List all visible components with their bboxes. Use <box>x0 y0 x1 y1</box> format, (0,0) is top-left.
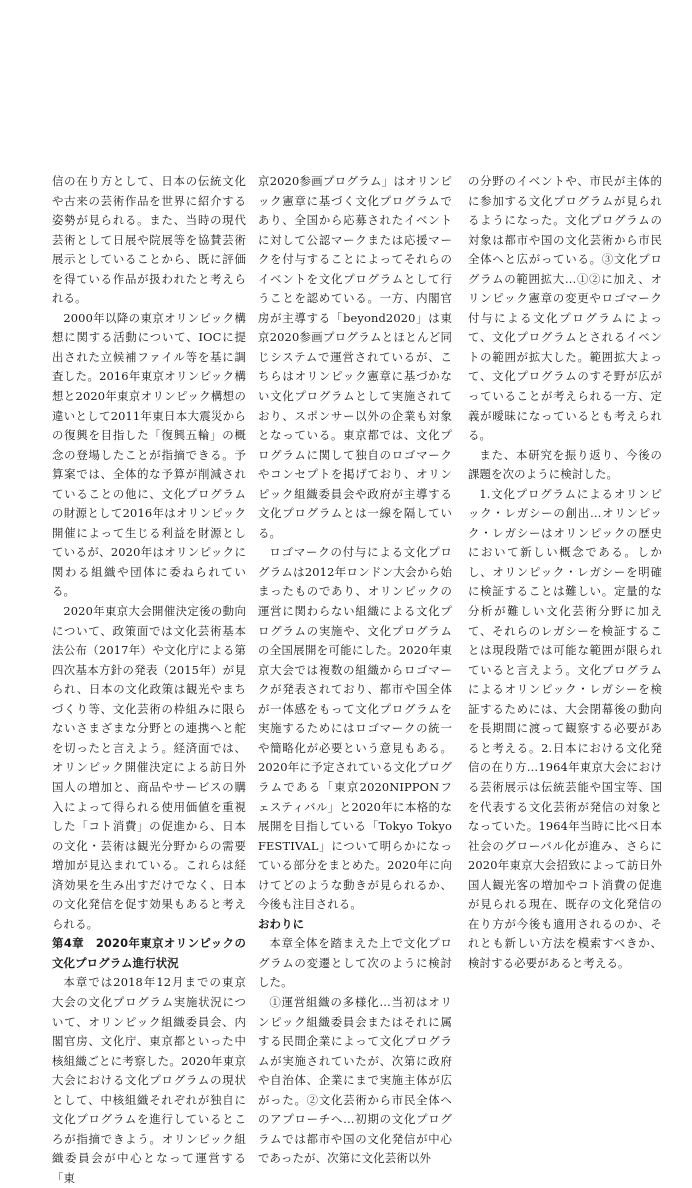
paragraph: また、本研究を振り返り、今後の課題を次のように検討した。 <box>468 447 662 482</box>
chapter-heading: 第4章 2020年東京オリンピックの文化プログラム進行状況 <box>52 936 246 970</box>
paragraph: の分野のイベントや、市民が主体的に参加する文化プログラムが見られるようになった。文化プログラムの対象は都市や国の文化芸術から市民全体へと広がっている。③文化プログラムの範囲拡大…①②に加え、オリンピック憲章の変更やロゴマーク付与による文化プログラムによって、文化プログラムとされるイベントの範囲が拡大した。範囲拡大よって、文化プログラムのすそ野が広がっていることが考えられる一方、定義が曖昧になっているとも考えられる。 <box>468 174 662 443</box>
paragraph: 本章では2018年12月までの東京大会の文化プログラム実施状況について、オリンピック組織委員会、内閣官房、文化庁、東京都といった中核組織ごとに考察した。2020年東京大会における文化プログラムの現状として、中核組織それぞれが独自に文化プログラムを進行しているところが指摘できよう。オリンピック組織委員会が中心となって運営する「東 <box>52 975 246 1185</box>
text-column-middle <box>258 172 452 1169</box>
paragraph: 1.文化プログラムによるオリンピック・レガシーの創出…オリンピック・レガシーはオリンピックの歴史において新しい概念である。しかし、オリンピック・レガシーを明確に検証することは難しい。定量的な分析が難しい文化芸術分野に加えて、それらのレガシーを検証することは現段階では可能な範囲が限られていると言えよう。文化プログラムによるオリンピック・レガシーを検証するためには、大会閉幕後の動向を長期間に渡って観察する必要があると考える。2.日本における文化発信の在り方…1964年東京大会における芸術展示は伝統芸能や国宝等、国を代表する文化芸術が発信の対象となっていた。1964年当時に比べ日本社会のグローバル化が進み、さらに2020年東京大会招致によって訪日外国人観光客の増加やコト消費の促進が見られる現在、既存の文化発信の在り方が今後も適用されるのか、それとも新しい方法を模索すべきか、検討する必要があると考える。 <box>468 486 662 970</box>
text-column-right <box>468 172 662 973</box>
paragraph: 2000年以降の東京オリンピック構想に関する活動について、IOCに提出された立候補ファイル等を基に調査した。2016年東京オリンピック構想と2020年東京オリンピック構想の違いとして2011年東日本大震災からの復興を目指した「復興五輪」の概念の登場したことが指摘できる。予算案では、全体的な予算が削減されていることの他に、文化プログラムの財源として2016年はオリンピック開催によって生じる利益を財源としているが、2020年はオリンピックに関わる組織や団体に委ねられている。 <box>52 310 246 599</box>
paragraph: 2020年東京大会開催決定後の動向について、政策面では文化芸術基本法公布（2017年）や文化庁による第四次基本方針の発表（2015年）が見られ、日本の文化政策は観光やまちづくり等、文化芸術の枠組みに限らないさまざまな分野との連携へと舵を切ったと言えよう。経済面では、オリンピック開催決定による訪日外国人の増加と、商品やサービスの購入によって得られる使用価値を重視した「コト消費」の促進から、日本の文化・芸術は観光分野からの需要増加が見込まれている。これらは経済効果を生み出すだけでなく、日本の文化発信を促す効果もあると考えられる。 <box>52 604 246 931</box>
paragraph: ①運営組織の多様化…当初はオリンピック組織委員会またはそれに属する民間企業によって文化プログラムが実施されていたが、次第に政府や自治体、企業にまで実施主体が広がった。②文化芸術から市民全体へのアプローチへ…初期の文化プログラムでは都市や国の文化発信が中心であったが、次第に文化芸術以外 <box>258 994 452 1166</box>
section-heading: おわりに <box>258 916 305 931</box>
paragraph: 京2020参画プログラム」はオリンピック憲章に基づく文化プログラムであり、全国から応募されたイベントに対して公認マークまたは応援マークを付与することによってそれらのイベントを文化プログラムとして行うことを認めている。一方、内閣官房が主導する「beyond2020」は東京2020参画プログラムとほとんど同じシステムで運営されているが、こちらはオリンピック憲章に基づかない文化プログラムとして実施されており、スポンサー以外の企業も対象となっている。東京都では、文化プログラムに関して独自のロゴマークやコンセプトを掲げており、オリンピック組織委員会や政府が主導する文化プログラムとは一線を隔している。 <box>258 174 452 540</box>
text-column-left <box>52 172 246 1188</box>
paragraph: 本章全体を踏まえた上で文化プログラムの変遷として次のように検討した。 <box>258 936 452 990</box>
paragraph: ロゴマークの付与による文化プログラムは2012年ロンドン大会から始まったものであり、オリンピックの運営に関わらない組織による文化プログラムの実施や、文化プログラムの全国展開を可能にした。2020年東京大会では複数の組織からロゴマークが発表されており、都市や国全体が一体感をもって文化プログラムを実施するためにはロゴマークの統一や簡略化が必要という意見もある。2020年に予定されている文化プログラムである「東京2020NIPPONフェスティバル」と2020年に本格的な展開を目指している「Tokyo Tokyo FESTIVAL」について明らかになっている部分をまとめた。2020年に向けてどのような動きが見られるか、今後も注目される。 <box>258 545 452 912</box>
paragraph: 信の在り方として、日本の伝統文化や古来の芸術作品を世界に紹介する姿勢が見られる。また、当時の現代芸術として日展や院展等を協賛芸術展示としていることから、既に評価を得ている作品が扱われたと考えられる。 <box>52 174 246 306</box>
